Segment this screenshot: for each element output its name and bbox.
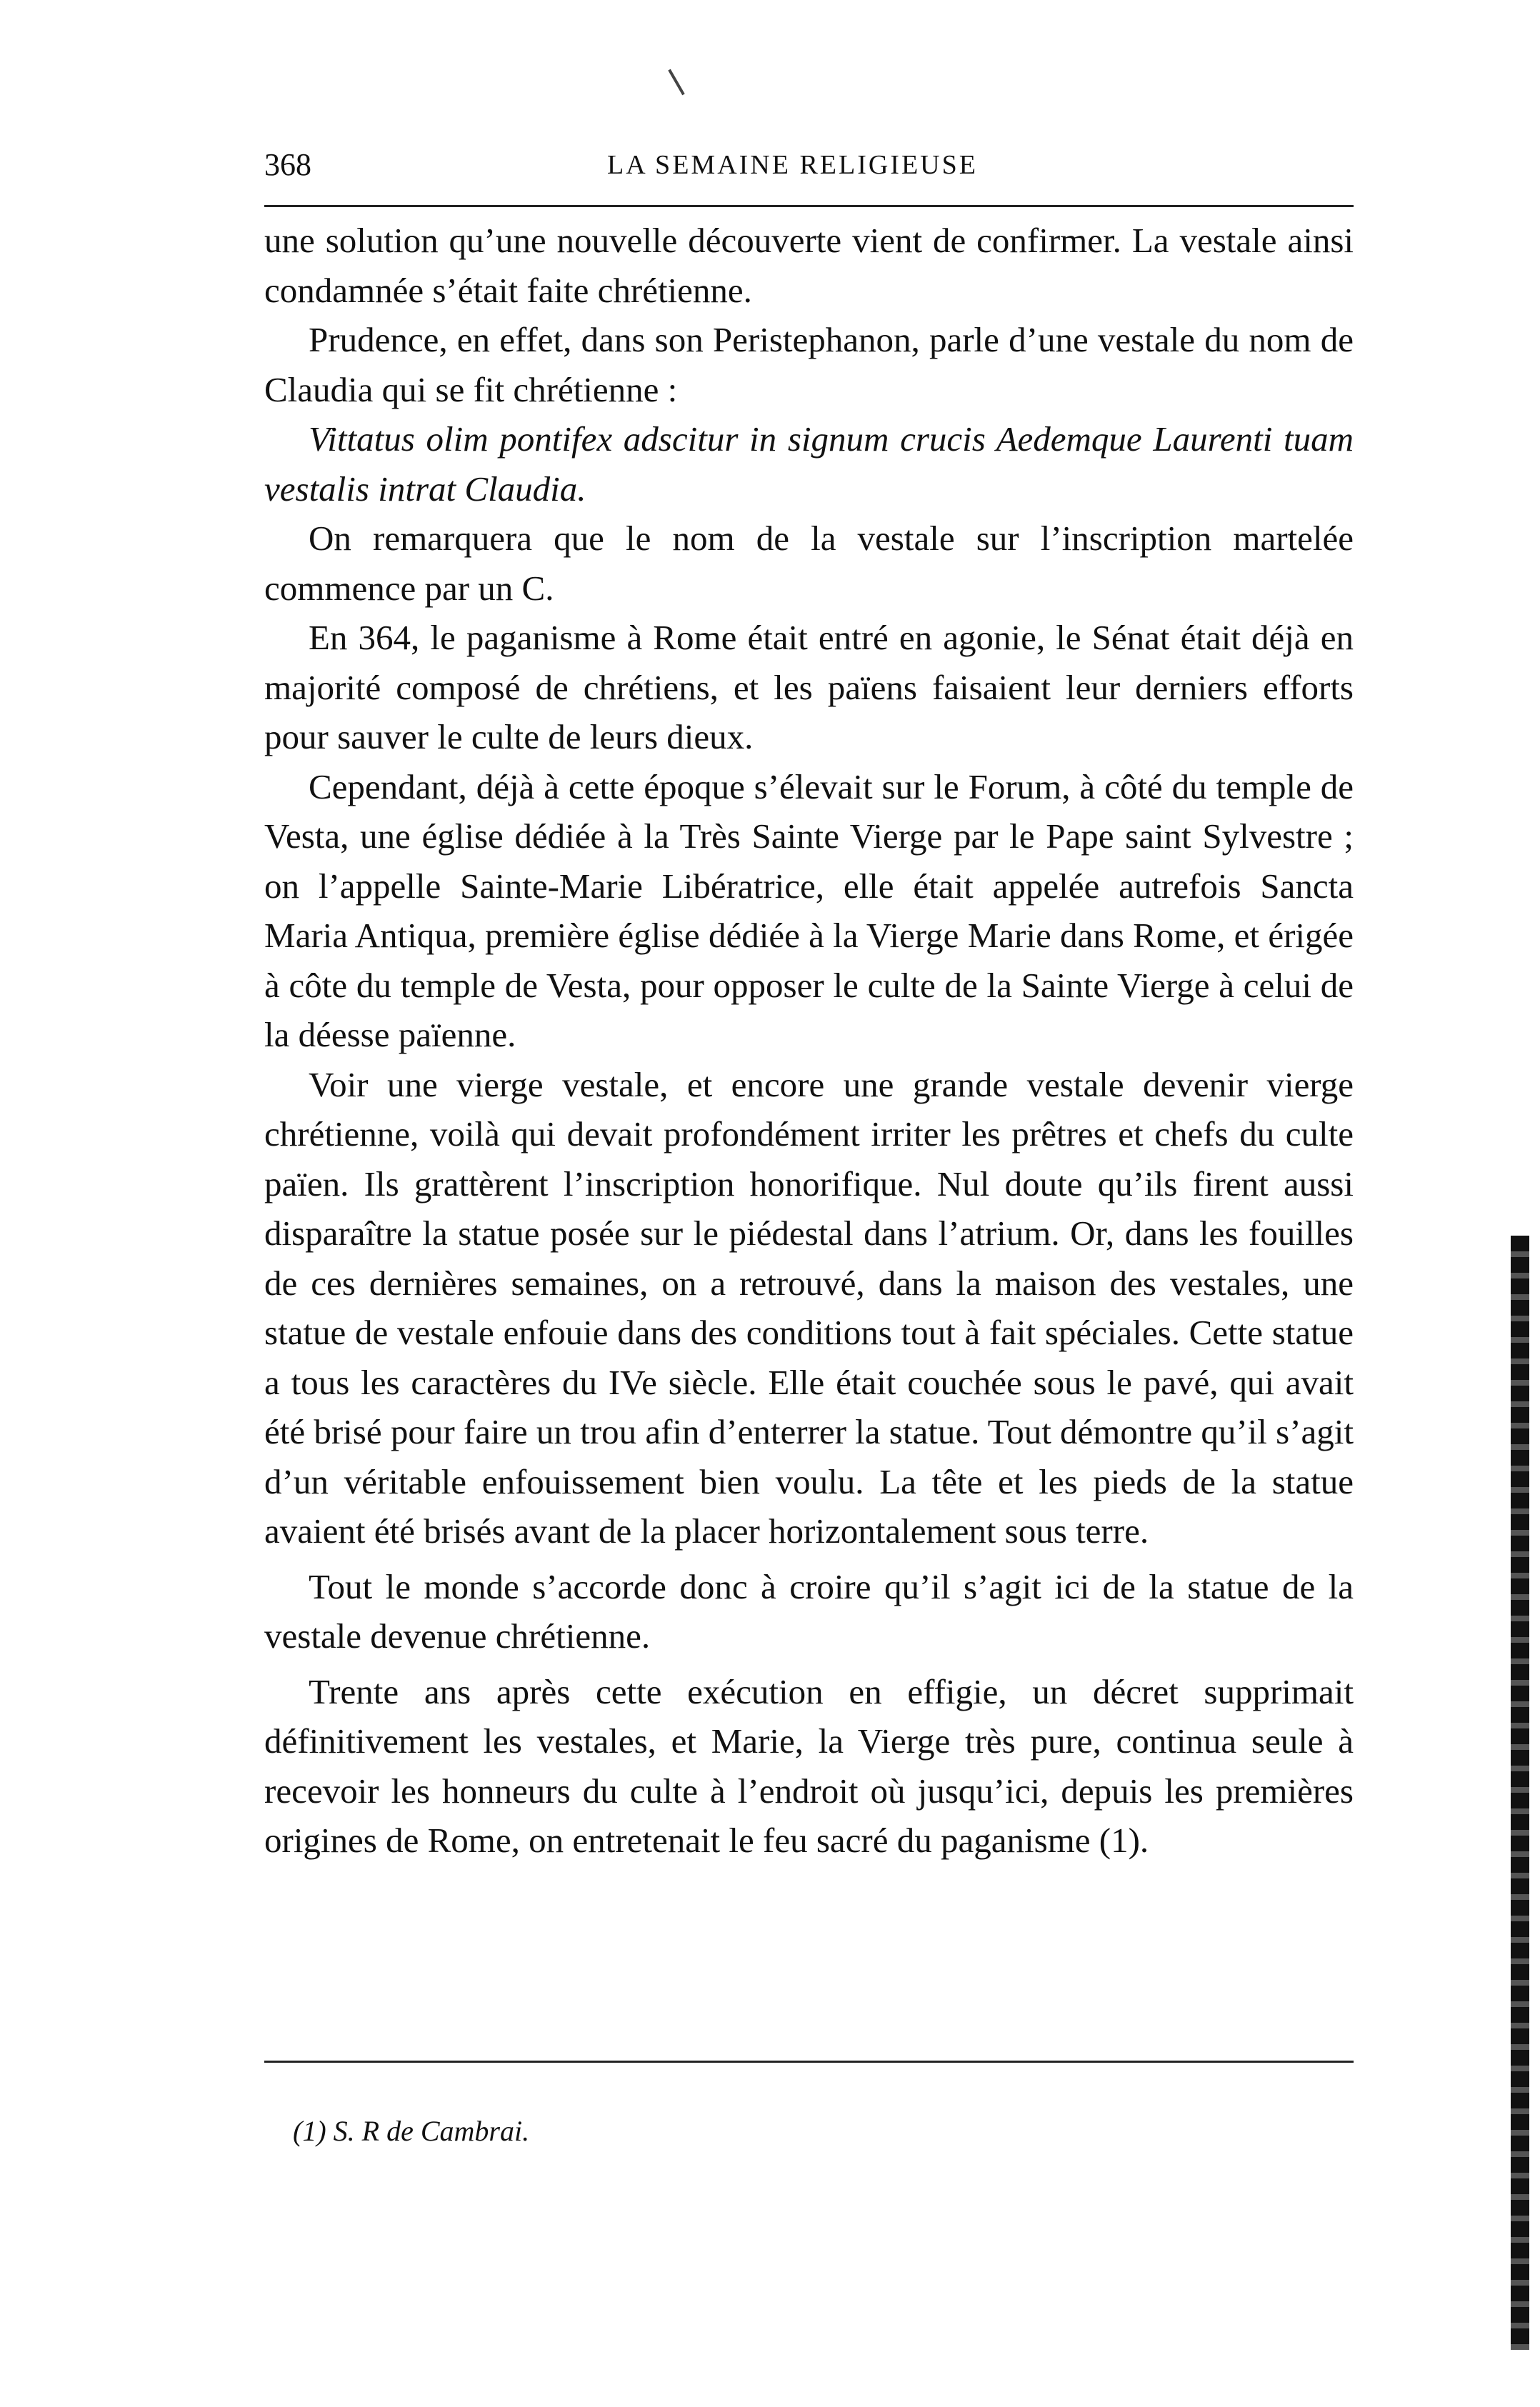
latin-quote: Vittatus olim pontifex adscitur in signum crucis Aedemque Laurenti tuam vestalis intrat Claudia. bbox=[264, 419, 1354, 509]
paragraph: En 364, le paganisme à Rome était entré en agonie, le Sénat était déjà en majorité composé de chrétiens, et les païens faisaient leur derniers efforts pour sauver le culte de leurs dieux. bbox=[264, 618, 1354, 756]
paragraph: une solution qu’une nouvelle découverte vient de confirmer. La vestale ainsi condamnée s’était faite chrétienne. bbox=[264, 221, 1354, 310]
running-title: LA SEMAINE RELIGIEUSE bbox=[607, 150, 978, 180]
paragraph: Prudence, en effet, dans son Peristephanon, parle d’une vestale du nom de Claudia qui se fit chrétienne : bbox=[264, 320, 1354, 409]
paragraph: On remarquera que le nom de la vestale sur l’inscription martelée commence par un C. bbox=[264, 519, 1354, 608]
paragraph: Trente ans après cette exécution en effigie, un décret supprimait définitivement les vestales, et Marie, la Vierge très pure, continua seule à recevoir les honneurs du culte à l’endroit où jusqu’ici, depuis les premières origines de Rome, on entretenait le feu sacré du paganisme (1). bbox=[264, 1671, 1354, 1860]
footnote: (1) S. R de Cambrai. bbox=[293, 2115, 530, 2147]
scan-edge-artifact bbox=[1511, 1236, 1529, 2350]
scan-artifact-mark bbox=[668, 69, 684, 96]
paragraph: Tout le monde s’accorde donc à croire qu’il s’agit ici de la statue de la vestale devenue chrétienne. bbox=[264, 1566, 1354, 1656]
page-header bbox=[264, 146, 1354, 189]
header-rule bbox=[264, 205, 1354, 207]
paragraph: Voir une vierge vestale, et encore une grande vestale devenir vierge chrétienne, voilà qui devait profondément irriter les prêtres et chefs du culte païen. Ils grattèrent l’inscription honorifique. Nul doute qu’ils firent aussi disparaître la statue posée sur le piédestal dans l’atrium. Or, dans les fouilles de ces dernières semaines, on a retrouvé, dans la maison des vestales, une statue de vestale enfouie dans des conditions tout à fait spéciales. Cette statue a tous les caractères du IVe siècle. Elle était couchée sous le pavé, qui avait été brisé pour faire un trou afin d’enterrer la statue. Tout démontre qu’il s’agit d’un véritable enfouissement bien voulu. La tête et les pieds de la statue avaient été brisés avant de la placer horizontalement sous terre. bbox=[264, 1064, 1354, 1551]
page-number: 368 bbox=[264, 147, 311, 182]
footnote-rule bbox=[264, 2061, 1354, 2063]
body-text bbox=[264, 216, 1354, 1866]
paragraph: Cependant, déjà à cette époque s’élevait sur le Forum, à côté du temple de Vesta, une église dédiée à la Très Sainte Vierge par le Pape saint Sylvestre ; on l’appelle Sainte-Marie Libératrice, elle était appelée autrefois Sancta Maria Antiqua, première église dédiée à la Vierge Marie dans Rome, et érigée à côte du temple de Vesta, pour opposer le culte de la Sainte Vierge à celui de la déesse païenne. bbox=[264, 766, 1354, 1054]
